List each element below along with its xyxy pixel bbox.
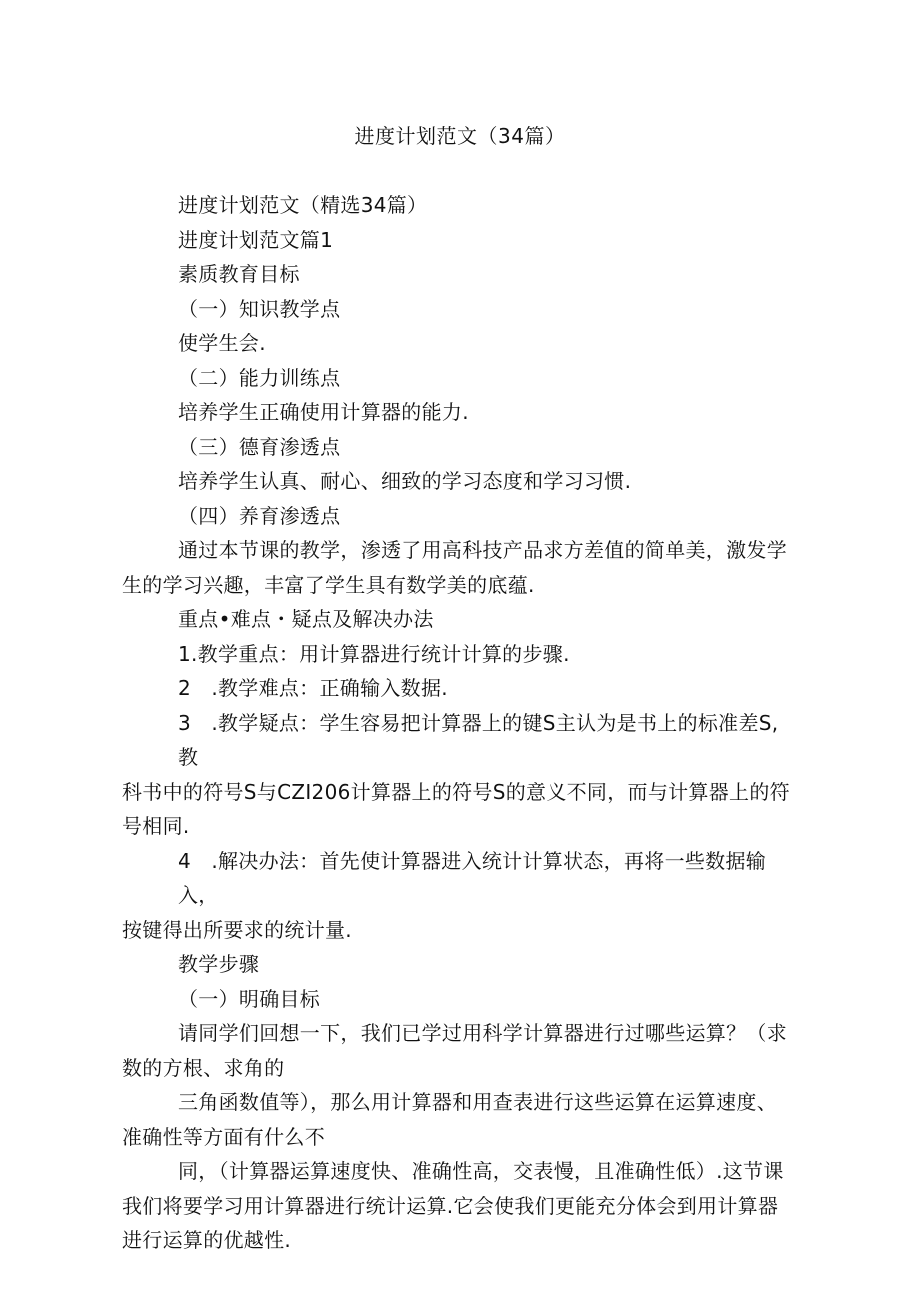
paragraph (122, 1154, 790, 1258)
text-line: （四）养育渗透点 (178, 503, 341, 528)
paragraph-first-line: 请同学们回想一下，我们已学过用科学计算器进行过哪些运算？（求 (178, 1021, 787, 1045)
text-line: （一）明确目标 (178, 986, 321, 1011)
text-line: 进度计划范文（精选34篇） (178, 193, 428, 217)
paragraph-line: 进行运算的优越性. (122, 1228, 292, 1252)
paragraph (122, 1016, 790, 1085)
paragraph (122, 706, 790, 844)
text-line: 1.教学重点：用计算器进行统计计算的步骤. (178, 641, 570, 666)
text-line: 素质教育目标 (178, 262, 300, 286)
text-line: （三）德育渗透点 (178, 434, 341, 459)
text-line: 培养学生认真、耐心、细致的学习态度和学习习惯. (178, 469, 632, 493)
paragraph (122, 533, 790, 602)
paragraph-first-line: 三角函数值等），那么用计算器和用查表进行这些运算在运算速度、 (178, 1090, 777, 1114)
text-line: 培养学生正确使用计算器的能力. (178, 400, 469, 424)
paragraph (122, 844, 790, 948)
paragraph-first-line: 4 .解决办法：首先使计算器进入统计计算状态，再将一些数据输入， (178, 848, 767, 907)
paragraph-line: 号相同. (122, 814, 190, 838)
paragraph-first-line: 3 .教学疑点：学生容易把计算器上的键S主认为是书上的标准差S,教 (178, 710, 779, 769)
paragraph-line: 科书中的符号S与CZI206计算器上的符号S的意义不同，而与计算器上的符 (122, 779, 790, 804)
paragraph-line: 数的方根、求角的 (122, 1055, 285, 1080)
text-line: 教学步骤 (178, 952, 260, 976)
text-line: （一）知识教学点 (178, 296, 341, 321)
text-line: （二）能力训练点 (178, 365, 341, 390)
paragraph (122, 1085, 790, 1154)
paragraph-first-line: 通过本节课的教学，渗透了用高科技产品求方差值的简单美，激发学 (178, 538, 787, 562)
paragraph-first-line: 同，（计算器运算速度快、准确性高，交表慢，且准确性低）.这节课 (178, 1159, 784, 1183)
paragraph-line: 我们将要学习用计算器进行统计运算.它会使我们更能充分体会到用计算器 (122, 1193, 779, 1218)
document-body (122, 188, 790, 1258)
text-line: 2 .教学难点：正确输入数据. (178, 676, 448, 700)
text-line: 重点•难点・疑点及解决办法 (178, 607, 434, 631)
text-line: 进度计划范文篇1 (178, 227, 334, 252)
paragraph-line: 生的学习兴趣，丰富了学生具有数学美的底蕴. (122, 572, 535, 597)
text-line: 使学生会. (178, 331, 266, 355)
paragraph-line: 按键得出所要求的统计量. (122, 917, 352, 942)
paragraph-line: 准确性等方面有什么不 (122, 1124, 325, 1149)
page-title: 进度计划范文（34篇） (354, 124, 566, 148)
